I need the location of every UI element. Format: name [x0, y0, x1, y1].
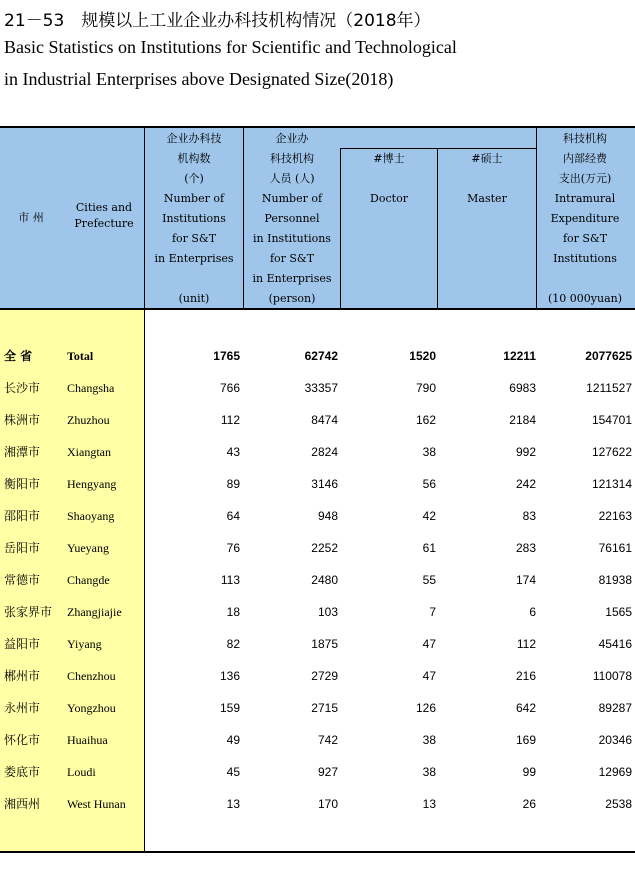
header-col1-line: Number of	[163, 192, 225, 205]
expenditure-value: 127622	[591, 445, 632, 459]
institutions-count: 159	[219, 701, 240, 715]
doctor-count: 55	[422, 573, 436, 587]
personnel-count: 1875	[311, 637, 338, 651]
doctor-count: 13	[422, 797, 436, 811]
table-row	[0, 538, 635, 558]
table-row	[0, 570, 635, 590]
expenditure-value: 20346	[598, 733, 632, 747]
expenditure-value: 22163	[598, 509, 632, 523]
personnel-count: 2824	[311, 445, 338, 459]
doctor-count: 38	[422, 765, 436, 779]
region-name-en: Yueyang	[67, 541, 109, 555]
master-count: 99	[522, 765, 536, 779]
region-name-en: Yiyang	[67, 637, 102, 651]
header-col2-line: Personnel	[264, 212, 320, 225]
region-name-cn: 全 省	[4, 349, 33, 363]
master-count: 2184	[509, 413, 536, 427]
doctor-count: 47	[422, 637, 436, 651]
expenditure-value: 121314	[591, 477, 632, 491]
header-col5-line: Expenditure	[550, 212, 620, 225]
institutions-count: 45	[226, 765, 240, 779]
master-count: 642	[515, 701, 536, 715]
top-rule	[0, 126, 635, 128]
doctor-count: 162	[415, 413, 436, 427]
institutions-count: 113	[220, 573, 240, 587]
region-name-cn: 张家界市	[4, 605, 53, 619]
table-row	[0, 634, 635, 654]
table-row	[0, 506, 635, 526]
master-count: 992	[515, 445, 536, 459]
header-region-en-2: Prefecture	[74, 217, 134, 230]
header-col3	[341, 149, 437, 209]
master-count: 6	[529, 605, 536, 619]
region-name-en: Shaoyang	[67, 509, 115, 523]
expenditure-value: 1211527	[586, 381, 632, 395]
doctor-count: 790	[415, 381, 436, 395]
master-count: 112	[516, 637, 536, 651]
table-row	[0, 794, 635, 814]
expenditure-value: 76161	[598, 541, 632, 555]
table-row	[0, 602, 635, 622]
region-name-en: Total	[67, 349, 94, 363]
institutions-count: 89	[226, 477, 240, 491]
personnel-count: 2252	[311, 541, 338, 555]
region-name-cn: 邵阳市	[4, 509, 41, 523]
region-name-en: Loudi	[67, 765, 96, 779]
master-count: 174	[515, 573, 536, 587]
region-name-cn: 永州市	[4, 701, 41, 715]
region-name-cn: 常德市	[4, 573, 41, 587]
institutions-count: 49	[226, 733, 240, 747]
region-name-en: Hengyang	[67, 477, 117, 491]
institutions-count: 112	[220, 413, 240, 427]
header-region-cn: 市 州	[18, 211, 44, 224]
table-row	[0, 730, 635, 750]
region-name-cn: 衡阳市	[4, 477, 41, 491]
doctor-count: 126	[415, 701, 436, 715]
expenditure-value: 2077625	[585, 349, 632, 363]
header-col2-line: in Institutions	[253, 232, 331, 245]
personnel-count: 2715	[311, 701, 338, 715]
table-row	[0, 474, 635, 494]
header-col3-line: Doctor	[370, 192, 408, 205]
header-col5-line: Institutions	[553, 252, 617, 265]
personnel-count: 927	[317, 765, 338, 779]
table-title-en-line1: Basic Statistics on Institutions for Scientific and Technological	[4, 37, 457, 57]
table-row	[0, 378, 635, 398]
header-col2-line: Number of	[261, 192, 323, 205]
master-count: 216	[515, 669, 536, 683]
institutions-count: 136	[219, 669, 240, 683]
master-count: 283	[515, 541, 536, 555]
expenditure-value: 89287	[598, 701, 632, 715]
personnel-count: 33357	[304, 381, 338, 395]
region-name-en: West Hunan	[67, 797, 126, 811]
header-col5-line: 内部经费	[563, 152, 607, 165]
header-col2	[244, 129, 340, 309]
region-name-en: Yongzhou	[67, 701, 116, 715]
header-col1-line: 机构数	[177, 152, 211, 165]
bottom-rule	[0, 851, 635, 853]
expenditure-value: 2538	[605, 797, 632, 811]
personnel-count: 2480	[311, 573, 338, 587]
personnel-count: 8474	[311, 413, 338, 427]
header-col2-line: 人员 (人)	[269, 172, 315, 185]
region-name-en: Changsha	[67, 381, 115, 395]
header-col5-line: for S&T	[562, 232, 608, 245]
institutions-count: 76	[226, 541, 240, 555]
header-col1-line: Institutions	[162, 212, 226, 225]
region-name-en: Xiangtan	[67, 445, 111, 459]
institutions-count: 64	[226, 509, 240, 523]
institutions-count: 1765	[213, 349, 240, 363]
personnel-count: 62742	[304, 349, 338, 363]
header-col4	[438, 149, 536, 209]
header-col4-line: #硕士	[471, 152, 503, 165]
master-count: 26	[522, 797, 536, 811]
table-title-en-line2: in Industrial Enterprises above Designated Size(2018)	[4, 69, 394, 89]
region-name-cn: 湘西州	[4, 797, 41, 811]
institutions-count: 766	[219, 381, 240, 395]
table-row-total	[0, 346, 635, 366]
table-row	[0, 762, 635, 782]
region-name-en: Zhangjiajie	[67, 605, 122, 619]
personnel-count: 170	[317, 797, 338, 811]
expenditure-value: 45416	[598, 637, 632, 651]
header-region-en-1: Cities and	[75, 201, 133, 214]
master-count: 169	[515, 733, 536, 747]
header-col5-line: (10 000yuan)	[547, 292, 622, 305]
table-row	[0, 666, 635, 686]
personnel-count: 948	[317, 509, 338, 523]
doctor-count: 1520	[409, 349, 436, 363]
region-name-en: Huaihua	[67, 733, 108, 747]
header-col1-line: (unit)	[178, 292, 210, 305]
institutions-count: 43	[226, 445, 240, 459]
region-name-en: Zhuzhou	[67, 413, 110, 427]
region-name-cn: 益阳市	[4, 637, 41, 651]
header-col2-line: for S&T	[269, 252, 315, 265]
region-name-cn: 湘潭市	[4, 445, 41, 459]
header-col3-line: #博士	[373, 152, 405, 165]
region-name-cn: 怀化市	[4, 733, 41, 747]
master-count: 83	[522, 509, 536, 523]
doctor-count: 61	[422, 541, 436, 555]
region-name-en: Changde	[67, 573, 110, 587]
master-count: 242	[515, 477, 536, 491]
expenditure-value: 12969	[598, 765, 632, 779]
personnel-count: 103	[317, 605, 338, 619]
header-col5-line	[537, 269, 633, 289]
header-col2-line: 科技机构	[270, 152, 314, 165]
header-col1-line	[145, 269, 243, 289]
header-region-en	[66, 200, 142, 232]
region-name-en: Chenzhou	[67, 669, 116, 683]
doctor-count: 47	[422, 669, 436, 683]
header-col5	[537, 129, 633, 309]
header-col5-line: 支出(万元)	[558, 172, 612, 185]
table-row	[0, 442, 635, 462]
doctor-count: 42	[422, 509, 436, 523]
personnel-count: 742	[317, 733, 338, 747]
institutions-count: 18	[226, 605, 240, 619]
region-name-cn: 娄底市	[4, 765, 41, 779]
header-col3-line	[341, 169, 437, 189]
header-col1	[145, 129, 243, 309]
personnel-count: 2729	[311, 669, 338, 683]
header-col1-line: (个)	[184, 172, 204, 185]
header-col4-line: Master	[467, 192, 507, 205]
table-row	[0, 698, 635, 718]
region-name-cn: 株洲市	[4, 413, 41, 427]
master-count: 12211	[503, 349, 536, 363]
region-name-cn: 郴州市	[4, 669, 41, 683]
region-name-cn: 长沙市	[4, 381, 41, 395]
personnel-count: 3146	[311, 477, 338, 491]
table-row	[0, 410, 635, 430]
expenditure-value: 81938	[598, 573, 632, 587]
doctor-count: 38	[422, 733, 436, 747]
header-col1-line: 企业办科技	[166, 132, 222, 145]
doctor-count: 7	[429, 605, 436, 619]
header-col4-line	[438, 169, 536, 189]
doctor-count: 56	[422, 477, 436, 491]
expenditure-value: 154701	[591, 413, 632, 427]
master-count: 6983	[509, 381, 536, 395]
header-col1-line: for S&T	[171, 232, 217, 245]
expenditure-value: 110078	[592, 669, 632, 683]
header-col2-line: (person)	[268, 292, 316, 305]
doctor-count: 38	[422, 445, 436, 459]
expenditure-value: 1565	[605, 605, 632, 619]
header-col1-line: in Enterprises	[154, 252, 234, 265]
header-col2-line: 企业办	[275, 132, 309, 145]
institutions-count: 82	[226, 637, 240, 651]
table-title-cn: 21－53 规模以上工业企业办科技机构情况（2018年）	[4, 11, 431, 31]
region-name-cn: 岳阳市	[4, 541, 41, 555]
header-col5-line: 科技机构	[563, 132, 607, 145]
header-col2-line: in Enterprises	[252, 272, 332, 285]
institutions-count: 13	[226, 797, 240, 811]
header-col5-line: Intramural	[554, 192, 616, 205]
